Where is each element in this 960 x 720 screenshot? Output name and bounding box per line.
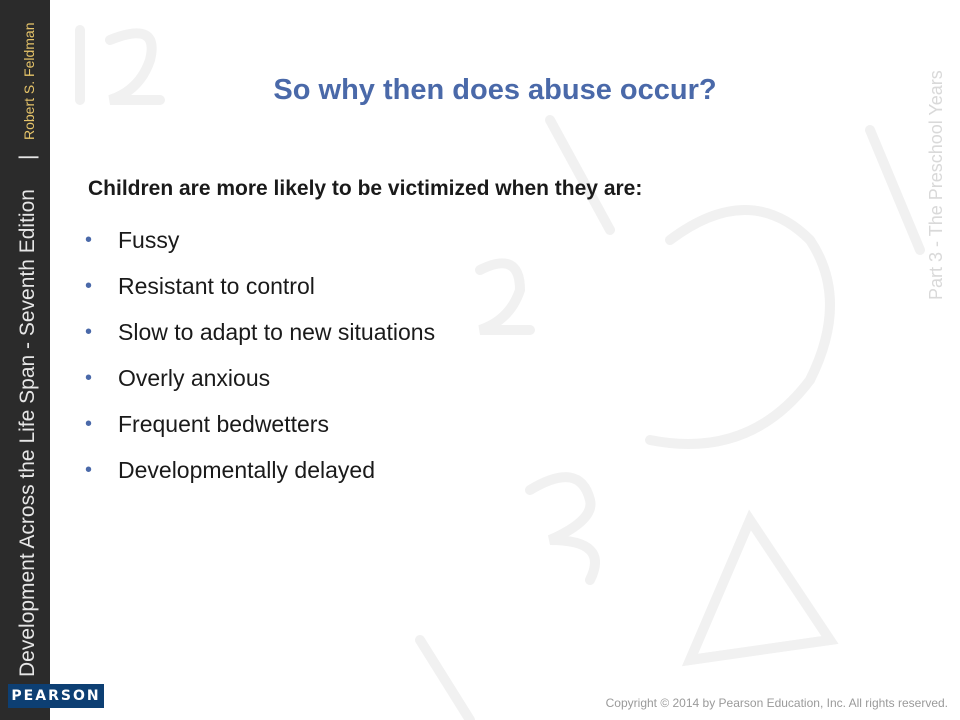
list-item — [82, 454, 435, 500]
bullet-text: Overly anxious — [118, 365, 271, 391]
copyright-notice: Copyright © 2014 by Pearson Education, Inc. All rights reserved. — [605, 696, 948, 710]
author-name: Robert S. Feldman — [21, 22, 37, 140]
list-item — [82, 408, 435, 454]
title-separator: | — [16, 154, 39, 160]
bullet-icon: • — [85, 459, 93, 481]
bullet-text: Developmentally delayed — [118, 457, 375, 483]
lead-text: Children are more likely to be victimized when they are: — [88, 177, 643, 200]
bullet-text: Resistant to control — [118, 273, 315, 299]
list-item — [82, 224, 435, 270]
part-label — [912, 10, 952, 300]
list-item — [82, 362, 435, 408]
list-item — [82, 316, 435, 362]
bullet-text: Slow to adapt to new situations — [118, 319, 436, 345]
sidebar-vertical-text — [6, 12, 46, 677]
book-title: Development Across the Life Span - Seventh Edition — [16, 189, 39, 677]
bullet-text: Fussy — [118, 227, 180, 253]
slide-title: So why then does abuse occur? — [273, 74, 717, 106]
sidebar — [0, 0, 50, 720]
list-item — [82, 270, 435, 316]
bullet-icon: • — [85, 321, 93, 343]
bullet-list — [82, 224, 435, 500]
bullet-icon: • — [85, 367, 93, 389]
pearson-logo: PEARSON — [8, 684, 104, 708]
bullet-icon: • — [85, 229, 93, 251]
bullet-text: Frequent bedwetters — [118, 411, 329, 437]
bullet-icon: • — [85, 275, 93, 297]
bullet-icon: • — [85, 413, 93, 435]
part-label-text: Part 3 - The Preschool Years — [926, 70, 946, 300]
